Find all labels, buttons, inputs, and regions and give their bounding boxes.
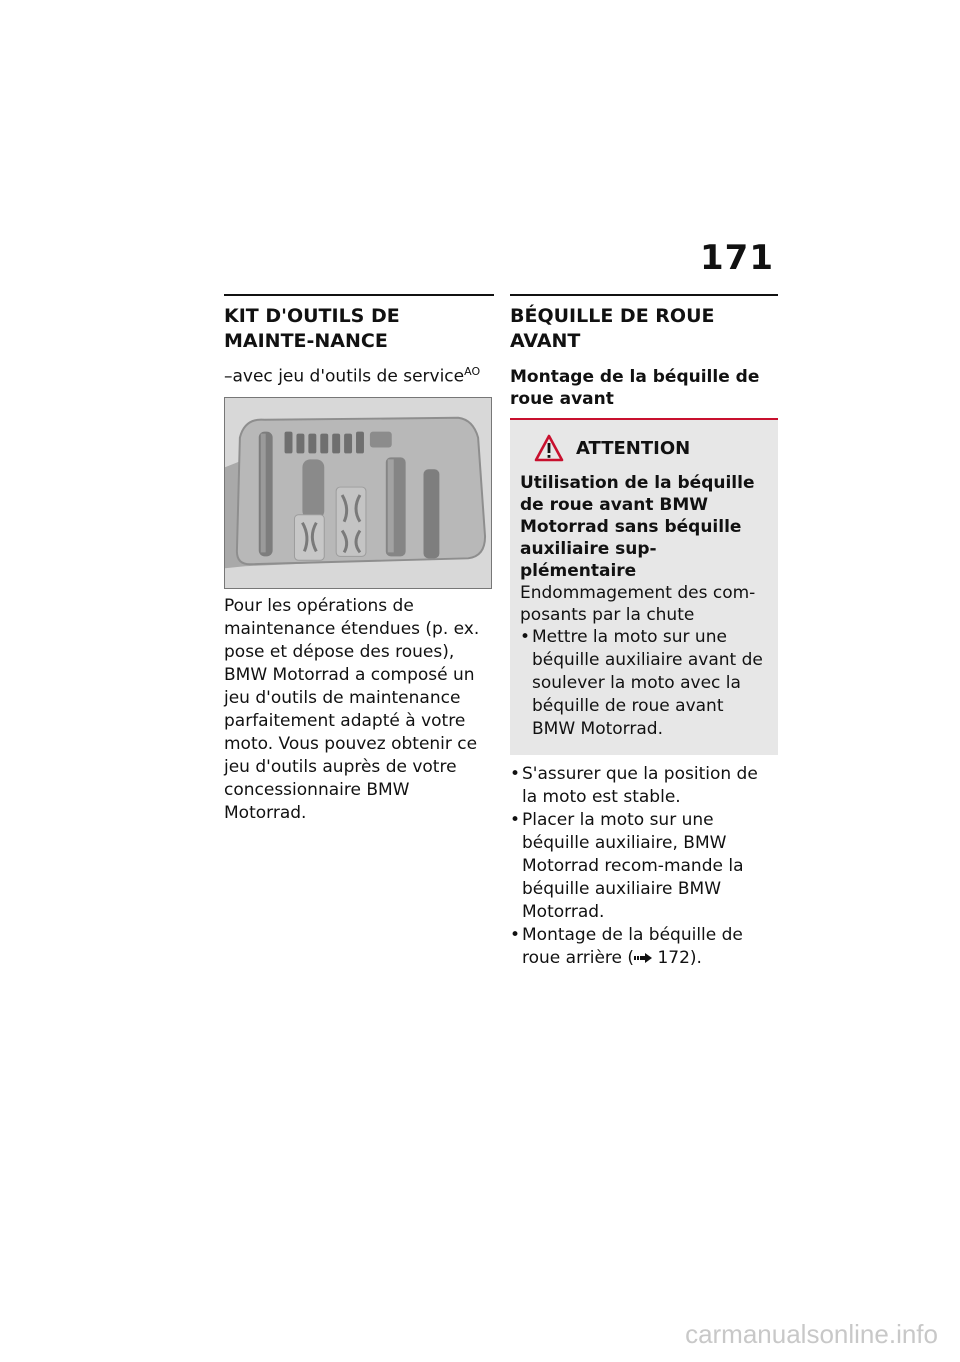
instruction-item: • Placer la moto sur une béquille auxiliaire, BMW Motorrad recom-mande la béquille auxiliaire BMW Motorrad. — [510, 809, 778, 924]
warning-list-item: • Mettre la moto sur une béquille auxiliaire avant de soulever la moto avec la béquille de roue avant BMW Motorrad. — [520, 626, 768, 741]
option-code: AO — [464, 365, 481, 378]
tool-kit-photo — [224, 397, 492, 589]
warning-heading: Utilisation de la béquille de roue avant BMW Motorrad sans béquille auxiliaire sup-plémentaire — [520, 473, 755, 581]
page-ref-arrow-icon — [634, 953, 652, 963]
warning-triangle-icon — [534, 434, 564, 462]
maintenance-kit-description: Pour les opérations de maintenance étendues (p. ex. pose et dépose des roues), BMW Motorrad a composé un jeu d'outils de maintenance parfaitement adapté à votre moto. Vous pouvez obtenir ce jeu d'outils auprès de votre concessionnaire BMW Motorrad. — [224, 595, 480, 823]
page-number: 171 — [700, 238, 774, 278]
instruction-list — [510, 763, 778, 970]
section-rule — [510, 294, 778, 296]
instruction-text-end: ). — [689, 948, 702, 968]
instruction-item: • S'assurer que la position de la moto est stable. — [510, 763, 778, 809]
subsection-title: Montage de la béquille de roue avant — [510, 367, 760, 409]
warning-list — [520, 626, 768, 741]
warning-box — [510, 420, 778, 755]
option-text: –avec jeu d'outils de service — [224, 366, 465, 387]
option-note — [224, 360, 494, 389]
instruction-text: Montage de la béquille de roue arrière ( — [522, 925, 743, 968]
left-column — [224, 294, 494, 825]
right-column — [510, 294, 778, 970]
section-title-maintenance-kit: KIT D'OUTILS DE MAINTE-NANCE — [224, 305, 400, 352]
warning-consequence: Endommagement des com-posants par la chute — [520, 583, 756, 625]
warning-label: ATTENTION — [576, 437, 691, 459]
section-title-front-stand: BÉQUILLE DE ROUE AVANT — [510, 305, 715, 352]
section-rule — [224, 294, 494, 296]
instruction-item-with-ref — [510, 924, 778, 970]
warning-header — [520, 434, 768, 462]
watermark: carmanualsonline.info — [685, 1319, 938, 1349]
page-ref-link[interactable]: 172 — [657, 948, 690, 968]
